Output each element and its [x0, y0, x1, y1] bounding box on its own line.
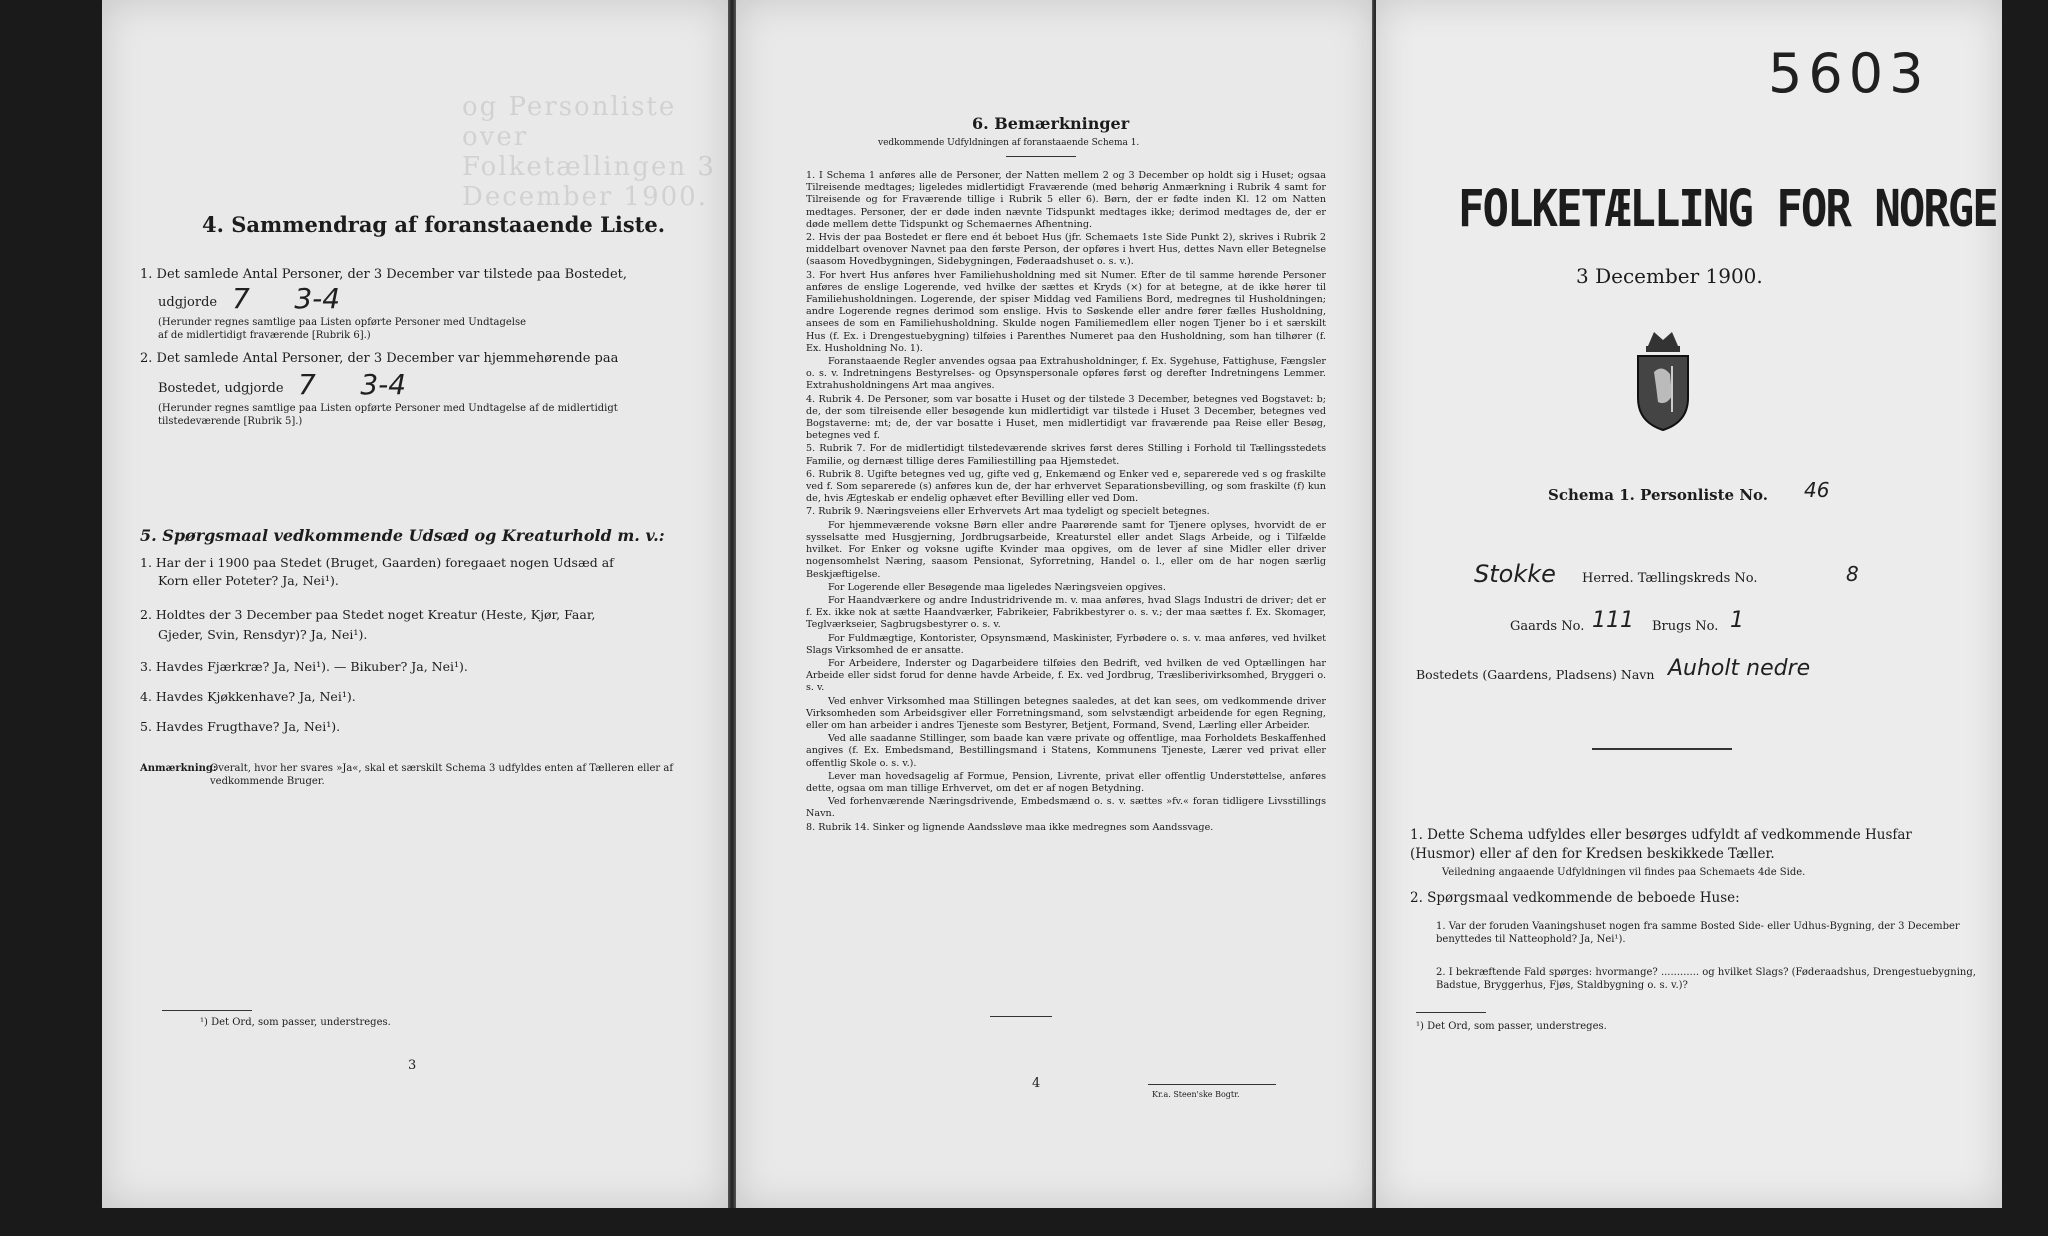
page-number: 4	[1032, 1076, 1041, 1091]
section4-q2: 2. Det samlede Antal Personer, der 3 December var hjemmehørende paa	[140, 351, 619, 366]
remarks-subtitle: vedkommende Udfyldningen af foranstaaende Schema 1.	[878, 138, 1140, 148]
section5-q1b: Korn eller Poteter? Ja, Nei¹).	[158, 573, 339, 588]
schema-value: 46	[1804, 478, 1830, 502]
remarks-paragraph: Lever man hovedsagelig af Formue, Pension, Livrente, privat eller offentlig Understøttelse, anføres dette, ogsaa om man tillige Erhvervet, om det er af nogen Betydning.	[806, 770, 1326, 794]
instruction-2-1: 1. Var der foruden Vaaningshuset nogen fra samme Bosted Side- eller Udhus-Bygning, der 3 December benyttedes til Natteophold? Ja, Nei¹).	[1436, 921, 1960, 945]
ornament-rule	[1592, 748, 1732, 750]
page-number: 3	[408, 1058, 417, 1073]
section5-title: 5. Spørgsmaal vedkommende Udsæd og Kreaturhold m. v.:	[140, 526, 665, 545]
annotation-label: Anmærkning:	[140, 763, 217, 774]
kreds-value: 8	[1846, 562, 1859, 586]
printer-imprint: Kr.a. Steen'ske Bogtr.	[1152, 1090, 1240, 1099]
section4-q1: 1. Det samlede Antal Personer, der 3 December var tilstede paa Bostedet,	[140, 267, 628, 282]
page-left	[102, 0, 728, 1208]
bosted-value: Auholt nedre	[1668, 656, 1811, 681]
remarks-paragraph: 3. For hvert Hus anføres hver Familiehusholdning med sit Numer. Efter de til samme hørende Personer anføres de enslige Logerende, ved hvilke der sættes et Kryds (×) for at betegne, at de ikke hører til Familiehusholdningen. Logerende, der spiser Middag ved Familiens Bord, medregnes til Husholdningen; andre Logerende regnes derimod som enslige. Hvis to Søskende eller andre fører fælles Husholdning, ansees de som en Familiehusholdning. Skulde nogen Familiemedlem eller nogen Tjener bo i et særskilt Hus (f. Ex. i Drengestuebygning) tilføies i Parenthes Numeret paa den Husholdning, som han tilhører (f. Ex. Husholdning No. 1).	[806, 269, 1326, 354]
section5-q1a: 1. Har der i 1900 paa Stedet (Bruget, Gaarden) foregaaet nogen Udsæd af	[140, 555, 614, 570]
brugs-label: Brugs No.	[1652, 619, 1719, 634]
section4-q2-note: (Herunder regnes samtlige paa Listen opførte Personer med Undtagelse af de midlertidigt tilstedeværende [Rubrik 5].)	[158, 403, 618, 427]
form-title: FOLKETÆLLING FOR NORGE	[1458, 180, 1997, 239]
instruction-1: 1. Dette Schema udfyldes eller besørges udfyldt af vedkommende Husfar (Husmor) eller af den for Kredsen beskikkede Tæller.	[1410, 827, 1912, 862]
remarks-paragraph: 8. Rubrik 14. Sinker og lignende Aandssløve maa ikke medregnes som Aandssvage.	[806, 821, 1214, 833]
remarks-title: 6. Bemærkninger	[972, 114, 1130, 133]
section4-q2-bostedet: Bostedet, udgjorde	[158, 381, 284, 396]
remarks-paragraph: For hjemmeværende voksne Børn eller andre Paarørende samt for Tjenere oplyses, hvorvidt de er sysselsatte med Husgjerning, Jordbrugsarbeide, Kreaturstel eller andet Slags Arbeide, og i Tilfælde hvilket. For Enker og voksne ugifte Kvinder maa opgives, om de lever af sine Midler eller driver nogensomhelst Næring, saasom Pensionat, Syforretning, Handel o. l., eller om de har nogen særlig Beskjæftigelse.	[806, 519, 1326, 580]
section4-q1-udgjorde: udgjorde	[158, 295, 218, 310]
footnote-rule	[1416, 1012, 1486, 1013]
page-middle	[736, 0, 1374, 1208]
section4-title: 4. Sammendrag af foranstaaende Liste.	[202, 212, 666, 237]
remarks-paragraph: 6. Rubrik 8. Ugifte betegnes ved ug, gifte ved g, Enkemænd og Enker ved e, separerede ved s og fraskilte ved f. Som separerede (s) anføres kun de, der har erhvervet Separationsbevilling, og som fraskilte (f) kun de, hvis Ægteskab er endelig ophævet efter Bevilling eller ved Dom.	[806, 468, 1326, 505]
page-fold	[728, 0, 736, 1208]
section5-q4: 4. Havdes Kjøkkenhave? Ja, Nei¹).	[140, 689, 356, 704]
remarks-paragraph: Ved forhenværende Næringsdrivende, Embedsmænd o. s. v. sættes »fv.« foran tidligere Livsstillings Navn.	[806, 796, 1326, 820]
end-rule	[990, 1016, 1052, 1017]
remarks-paragraph: For Logerende eller Besøgende maa ligeledes Næringsveien opgives.	[828, 581, 1166, 593]
section5-q3: 3. Havdes Fjærkræ? Ja, Nei¹). — Bikuber? Ja, Nei¹).	[140, 659, 468, 674]
remarks-paragraph: Ved alle saadanne Stillinger, som baade kan være private og offentlige, maa Forholdets Beskaffenhed angives (f. Ex. Embedsmand, Bestillingsmand i Statens, Kommunens Tjeneste, Lærer ved privat eller offentlig Skole o. s. v.).	[806, 733, 1326, 769]
section5-q5: 5. Havdes Frugthave? Ja, Nei¹).	[140, 719, 341, 734]
herred-value: Stokke	[1474, 560, 1556, 588]
remarks-body	[806, 170, 1326, 835]
printer-rule	[1148, 1084, 1276, 1085]
footnote-rule	[162, 1010, 252, 1011]
footnote: ¹) Det Ord, som passer, understreges.	[200, 1017, 391, 1028]
coat-of-arms-icon	[1632, 326, 1694, 434]
remarks-paragraph: For Arbeidere, Inderster og Dagarbeidere tilføies den Bedrift, ved hvilken de ved Optællingen har Arbeide eller sidst forud for denne havde Arbeide, f. Ex. ved Jordbrug, Træsliberivirksomhed, Bryggeri o. s. v.	[806, 657, 1326, 694]
instruction-2: 2. Spørgsmaal vedkommende de beboede Huse:	[1410, 890, 1740, 906]
section4-q1-note: (Herunder regnes samtlige paa Listen opførte Personer med Undtagelse af de midlertidigt fraværende [Rubrik 6].)	[158, 317, 527, 341]
bosted-label: Bostedets (Gaardens, Pladsens) Navn	[1416, 667, 1655, 682]
remarks-paragraph: For Fuldmægtige, Kontorister, Opsynsmænd, Maskinister, Fyrbødere o. s. v. maa anføres, ved hvilket Slags Virksomhed de er ansatte.	[806, 632, 1326, 656]
remarks-paragraph: 7. Rubrik 9. Næringsveiens eller Erhvervets Art maa tydeligt og specielt betegnes.	[806, 506, 1210, 518]
title-rule	[1006, 156, 1076, 157]
form-date: 3 December 1900.	[1576, 264, 1763, 288]
section4-q1-value: 7 3-4	[232, 282, 341, 315]
footnote: ¹) Det Ord, som passer, understreges.	[1416, 1021, 1607, 1032]
bleed-through-text: og Personliste over Folketællingen 3 December 1900.	[462, 92, 716, 212]
instruction-1-sub: Veiledning angaaende Udfyldningen vil findes paa Schemaets 4de Side.	[1442, 867, 1806, 878]
annotation-text: Overalt, hvor her svares »Ja«, skal et særskilt Schema 3 udfyldes enten af Tælleren eller af vedkommende Bruger.	[210, 763, 674, 787]
gaards-value: 111	[1592, 608, 1634, 633]
gaards-label: Gaards No.	[1510, 619, 1585, 634]
remarks-paragraph: 2. Hvis der paa Bostedet er flere end ét beboet Hus (jfr. Schemaets 1ste Side Punkt 2), skrives i Rubrik 2 middelbart ovenover Navnet paa den første Person, der opføres i hvert Hus, dettes Navn eller Betegnelse (saasom Hovedbygningen, Sidebygningen, Føderaadshuset o. s. v.).	[806, 232, 1326, 268]
remarks-paragraph: Ved enhver Virksomhed maa Stillingen betegnes saaledes, at det kan sees, om vedkommende driver Virksomheden som Arbeidsgiver eller Forretningsmand, som selvstændigt arbeidende for egen Regning, eller om han arbeider i andres Tjeneste som Bestyrer, Betjent, Formand, Svend, Lærling eller Arbeider.	[806, 695, 1326, 731]
remarks-paragraph: Foranstaaende Regler anvendes ogsaa paa Extrahusholdninger, f. Ex. Sygehuse, Fattighuse, Fængsler o. s. v. Indretningens Bestyrelses- og Opsynspersonale opføres først og derefter Indretningens Lemmer. Extrahusholdningens Art maa angives.	[806, 356, 1326, 392]
remarks-paragraph: 1. I Schema 1 anføres alle de Personer, der Natten mellem 2 og 3 December op holdt sig i Huset; ogsaa Tilreisende medtages; ligeledes midlertidigt Fraværende (med behørig Anmærkning i Rubrik 4 samt for Tilreisende og for Fraværende tillige i Rubrik 5 eller 6). Børn, der er fødte inden Kl. 12 om Natten medtages. Personer, der er døde inden nævnte Tidspunkt medtages ikke; derimod medtages de, der er døde mellem dette Tidspunkt og Schemaernes Afhentning.	[806, 170, 1326, 230]
remarks-paragraph: 4. Rubrik 4. De Personer, som var bosatte i Huset og der tilstede 3 December, betegnes ved Bogstavet: b; de, der som tilreisende eller besøgende kun midlertidigt var tilstede i Huset 3 December, betegnes ved Bogstaverne: mt; de, der var bosatte i Huset, men midlertidigt var fraværende paa Reise eller Besøg, betegnes ved f.	[806, 393, 1326, 442]
page-right	[1376, 0, 2002, 1208]
section5-q2b: Gjeder, Svin, Rensdyr)? Ja, Nei¹).	[158, 627, 368, 642]
section4-q2-value: 7 3-4	[298, 368, 407, 401]
herred-label: Herred. Tællingskreds No.	[1582, 571, 1758, 586]
instruction-2-2: 2. I bekræftende Fald spørges: hvormange? ............ og hvilket Slags? (Føderaadshus, Drengestuebygning, Badstue, Bryggerhus, Fjøs, Staldbygning o. s. v.)?	[1436, 967, 1976, 991]
remarks-paragraph: 5. Rubrik 7. For de midlertidigt tilstedeværende skrives først deres Stilling i Forhold til Tællingsstedets Familie, og dernæst tillige deres Familiestilling paa Hjemstedet.	[806, 443, 1326, 467]
section5-q2a: 2. Holdtes der 3 December paa Stedet noget Kreatur (Heste, Kjør, Faar,	[140, 607, 596, 622]
remarks-paragraph: For Haandværkere og andre Industridrivende m. v. maa anføres, hvad Slags Industri de driver; det er f. Ex. ikke nok at sætte Haandværker, Fabrikeier, Fabrikbestyrer o. s. v.; der maa sættes f. Ex. Skomager, Teglværkseier, Sagbrugsbestyrer o. s. v.	[806, 594, 1326, 631]
brugs-value: 1	[1730, 608, 1744, 633]
archive-number: 5603	[1768, 42, 1930, 105]
schema-label: Schema 1. Personliste No.	[1548, 486, 1768, 504]
